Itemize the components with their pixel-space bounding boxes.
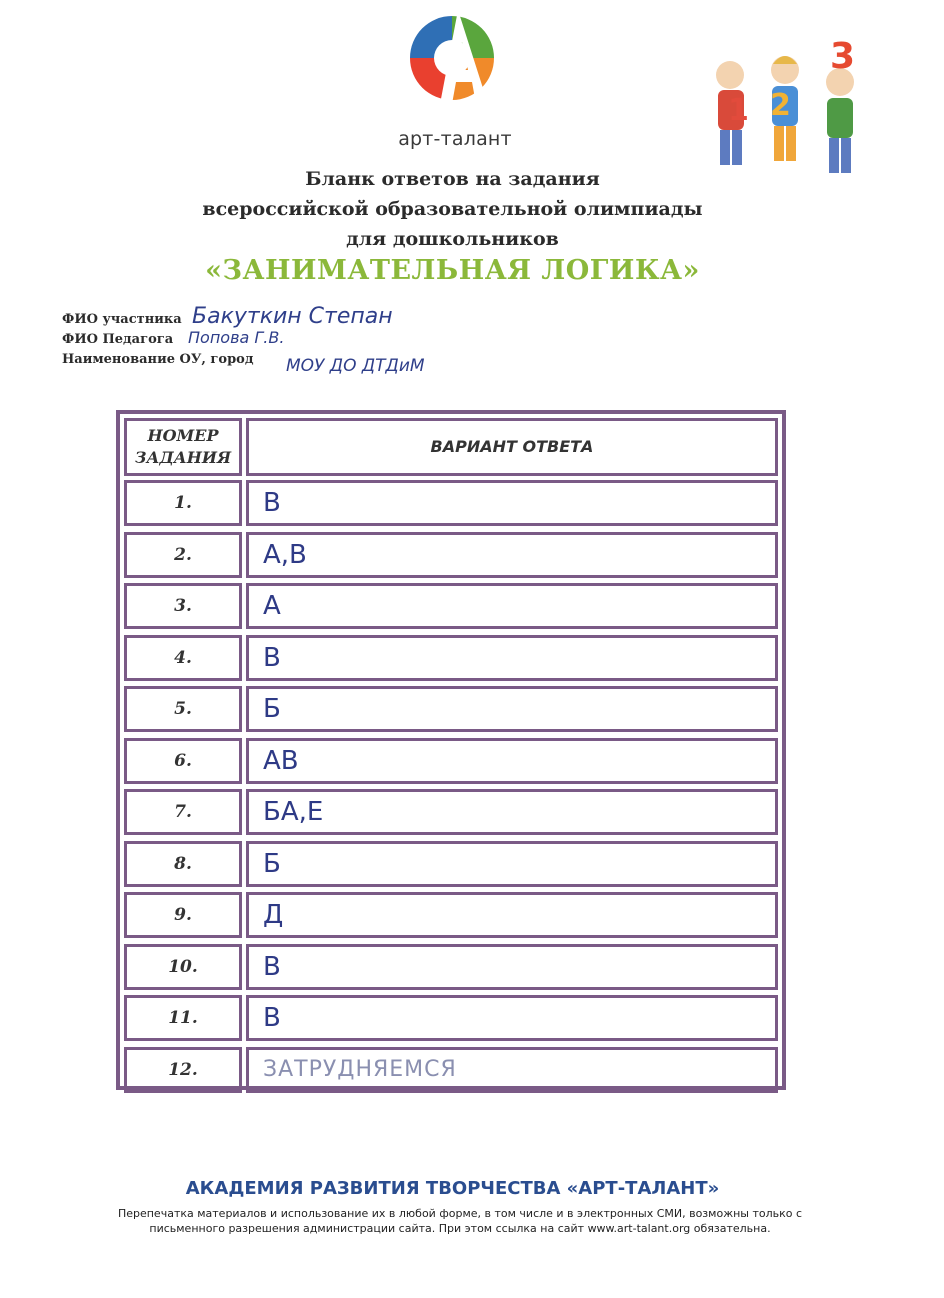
answer-value: В (246, 944, 778, 990)
answer-value: В (246, 635, 778, 681)
task-number: 12. (124, 1047, 242, 1093)
answer-value: Б (246, 841, 778, 887)
org-label: Наименование ОУ, город (62, 352, 254, 367)
participant-value: Бакуткин Степан (192, 304, 393, 329)
task-number: 8. (124, 841, 242, 887)
answer-value: А,В (246, 532, 778, 578)
answer-value: ЗАТРУДНЯЕМСЯ (246, 1047, 778, 1093)
task-number: 3. (124, 583, 242, 629)
answer-value: АВ (246, 738, 778, 784)
answer-value: БА,Е (246, 789, 778, 835)
task-number: 11. (124, 995, 242, 1041)
task-number-header-line2: ЗАДАНИЯ (134, 448, 232, 467)
art-talant-logo-icon (402, 8, 502, 118)
svg-text:1: 1 (728, 93, 749, 128)
header-line-3: для дошкольников (346, 228, 559, 250)
table-row (120, 1047, 782, 1093)
task-number: 10. (124, 944, 242, 990)
copyright-notice (60, 1206, 860, 1236)
answer-value: Б (246, 686, 778, 732)
teacher-value: Попова Г.В. (188, 328, 285, 347)
svg-text:2: 2 (770, 88, 791, 123)
table-row (120, 686, 782, 732)
org-value: МОУ ДО ДТДиМ (286, 356, 425, 376)
table-row (120, 995, 782, 1041)
task-number: 6. (124, 738, 242, 784)
table-row (120, 944, 782, 990)
brand-name: арт-талант (398, 128, 512, 150)
answer-value: В (246, 995, 778, 1041)
svg-text:3: 3 (830, 40, 856, 77)
table-row (120, 532, 782, 578)
table-row (120, 892, 782, 938)
olympiad-title: «ЗАНИМАТЕЛЬНАЯ ЛОГИКА» (205, 255, 700, 286)
copyright-notice-line2: письменного разрешения администрации сайта. При этом ссылка на сайт www.art-talant.org обязательна. (149, 1222, 771, 1235)
table-row (120, 841, 782, 887)
task-number: 9. (124, 892, 242, 938)
copyright-notice-line1: Перепечатка материалов и использование их в любой форме, в том числе и в электронных СМИ, возможны только с (117, 1207, 803, 1220)
teacher-label: ФИО Педагога (62, 332, 174, 347)
academy-title: АКАДЕМИЯ РАЗВИТИЯ ТВОРЧЕСТВА «АРТ-ТАЛАНТ» (185, 1178, 720, 1199)
header-line-2: всероссийской образовательной олимпиады (202, 198, 703, 220)
task-number: 4. (124, 635, 242, 681)
table-row (120, 583, 782, 629)
answer-table (116, 410, 786, 1090)
header-line-1: Бланк ответов на задания (305, 168, 600, 190)
table-row (120, 789, 782, 835)
kids-numbers-illustration-icon (700, 40, 875, 185)
task-number: 5. (124, 686, 242, 732)
table-header-row (120, 418, 782, 476)
answer-header: ВАРИАНТ ОТВЕТА (246, 418, 778, 476)
answer-value: А (246, 583, 778, 629)
answer-value: Д (246, 892, 778, 938)
task-number: 1. (124, 480, 242, 526)
table-row (120, 635, 782, 681)
task-number: 7. (124, 789, 242, 835)
task-number-header-line1: НОМЕР (147, 426, 219, 445)
table-row (120, 738, 782, 784)
task-number: 2. (124, 532, 242, 578)
participant-label: ФИО участника (62, 312, 182, 327)
task-number-header (124, 418, 242, 476)
table-row (120, 480, 782, 526)
answer-value: В (246, 480, 778, 526)
